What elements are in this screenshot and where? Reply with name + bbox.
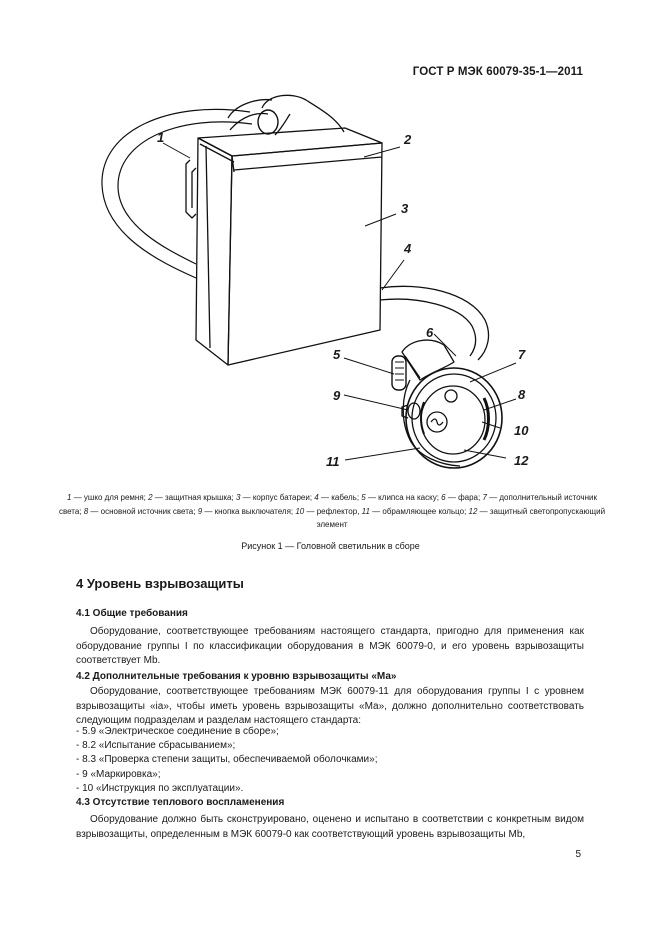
subsection-4-3-title: 4.3 Отсутствие теплового воспламенения (76, 797, 285, 808)
list-item: - 10 «Инструкция по эксплуатации». (76, 782, 244, 794)
list-item: - 8.2 «Испытание сбрасыванием»; (76, 740, 236, 752)
legend-item-12: 12 — защитный светопропускающий элемент (316, 506, 606, 529)
callout-9: 9 (333, 388, 341, 403)
callout-11: 11 (326, 454, 340, 469)
legend-item-10: 10 — рефлектор, (295, 506, 362, 516)
list-item: - 5.9 «Электрическое соединение в сборе»; (76, 726, 279, 737)
page-number: 5 (575, 849, 581, 860)
subsection-4-3-text: Оборудование должно быть сконструировано, оценено и испытано в соответствии с конкретным видом взрывозащиты, определенным в МЭК 60079-0 как соответствующий уровень взрывозащиты Mb, (76, 814, 584, 840)
legend-item-6: 6 — фара; (441, 493, 483, 502)
figure-title: Рисунок 1 — Головной светильник в сборе (241, 541, 420, 551)
subsection-4-1-text: Оборудование, соответствующее требованиям настоящего стандарта, пригодно для применения как оборудование группы I по классификации оборудования в МЭК 60079-0, и его уровень взрывозащиты соответствует Mb. (76, 626, 584, 666)
callout-3: 3 (401, 201, 409, 216)
list-item: - 8.3 «Проверка степени защиты, обеспечиваемой оболочками»; (76, 754, 378, 766)
callout-6: 6 (426, 325, 434, 340)
legend-item-5: 5 — клипса на каску; (361, 493, 442, 502)
callout-1: 1 (157, 130, 165, 145)
legend-item-11: 11 — обрамляющее кольцо; (361, 506, 469, 516)
standard-header: ГОСТ Р МЭК 60079-35-1—2011 (412, 66, 583, 78)
callout-5: 5 (333, 347, 341, 362)
callout-4: 4 (404, 241, 412, 256)
callout-8: 8 (518, 387, 526, 402)
legend-item-7: 7 — дополнительный источник света; (58, 493, 597, 516)
subsection-4-1-title: 4.1 Общие требования (76, 608, 188, 619)
section-4-title: 4 Уровень взрывозащиты (76, 576, 244, 591)
subsection-4-2-text: Оборудование, соответствующее требованиям МЭК 60079-11 для оборудования группы I с уровнем взрывозащиты «ia», чтобы иметь уровень взрывозащиты «Ма», должно дополнительно соответствовать следующим подразделам и разделам настоящего стандарта: (76, 686, 584, 726)
legend-item-1: 1 — ушко для ремня; (67, 493, 149, 502)
legend-item-4: 4 — кабель; (314, 493, 362, 502)
requirements-list (76, 725, 377, 796)
figure-legend (58, 491, 606, 532)
legend-item-8: 8 — основной источник света; (83, 506, 198, 516)
callout-10: 10 (514, 423, 529, 438)
subsection-4-2-title: 4.2 Дополнительные требования к уровню взрывозащиты «Ма» (76, 671, 397, 682)
callout-12: 12 (514, 453, 529, 468)
callout-7: 7 (518, 347, 526, 362)
legend-item-2: 2 — защитная крышка; (148, 493, 236, 502)
legend-item-3: 3 — корпус батареи; (235, 493, 315, 502)
legend-item-9: 9 — кнопка выключателя; (197, 506, 296, 516)
list-item: - 9 «Маркировка»; (76, 768, 161, 780)
callout-2: 2 (404, 132, 412, 147)
